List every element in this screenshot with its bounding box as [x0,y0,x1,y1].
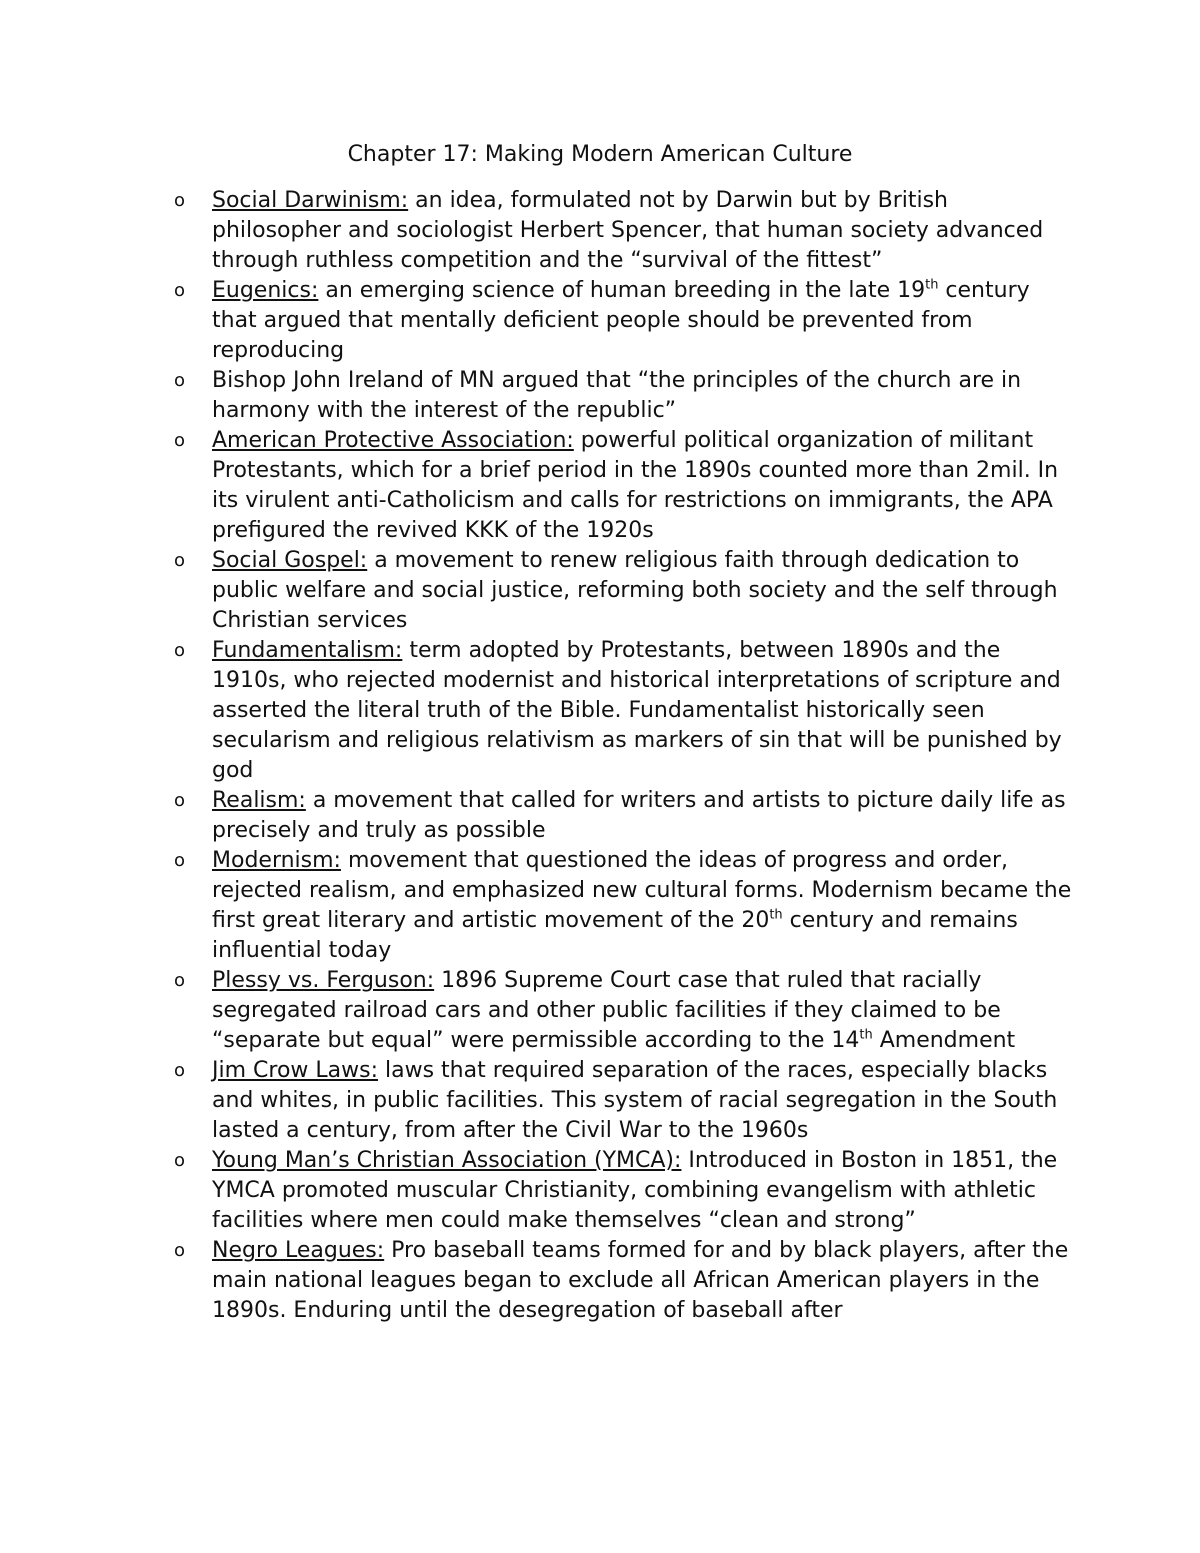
bullet-icon: o [174,850,186,871]
bullet-icon: o [174,1240,186,1261]
bullet-icon: o [174,640,186,661]
superscript: th [859,1027,873,1043]
term-definition: a movement that called for writers and artists to picture daily life as precisely and truly as possible [212,788,1066,843]
bullet-icon: o [174,370,186,391]
list-item [174,546,1074,636]
list-item [174,636,1074,786]
term-label: Realism: [212,788,306,813]
term-label: Modernism: [212,848,341,873]
list-item [174,1056,1074,1146]
list-item [174,1146,1074,1236]
term-label: Eugenics: [212,278,319,303]
bullet-icon: o [174,790,186,811]
list-item [174,966,1074,1056]
bullet-icon: o [174,430,186,451]
term-definition: powerful political organization of militant Protestants, which for a brief period in the 1890s counted more than 2mil. In its virulent anti-Catholicism and calls for restrictions on immigrants, the APA prefigured the revived KKK of the 1920s [212,428,1059,543]
bullet-icon: o [174,280,186,301]
term-label: Negro Leagues: [212,1238,385,1263]
term-definition: movement that questioned the ideas of progress and order, rejected realism, and emphasized new cultural forms. Modernism became the first great literary and artistic movement of the 20 [212,848,1072,933]
term-label: Plessy vs. Ferguson: [212,968,435,993]
term-definition: 1896 Supreme Court case that ruled that racially segregated railroad cars and other public facilities if they claimed to be “separate but equal” were permissible according to the 14 [212,968,1001,1053]
term-label: American Protective Association: [212,428,574,453]
bullet-icon: o [174,970,186,991]
term-label: Young Man’s Christian Association (YMCA): [212,1148,682,1173]
list-item [174,786,1074,846]
term-definition-cont: Amendment [872,1028,1016,1053]
term-definition: Introduced in Boston in 1851, the YMCA promoted muscular Christianity, combining evangelism with athletic facilities where men could make themselves “clean and strong” [212,1148,1058,1233]
term-list [174,186,1074,1326]
list-item [174,366,1074,426]
term-definition-cont: century that argued that mentally deficient people should be prevented from reproducing [212,278,1030,363]
term-definition-cont: century and remains influential today [212,908,1018,963]
term-definition: an emerging science of human breeding in the late 19 [318,278,926,303]
term-definition: Pro baseball teams formed for and by black players, after the main national leagues began to exclude all African American players in the 1890s. Enduring until the desegregation of baseball after [212,1238,1069,1323]
term-definition: laws that required separation of the races, especially blacks and whites, in public facilities. This system of racial segregation in the South lasted a century, from after the Civil War to the 1960s [212,1058,1058,1143]
term-label: Fundamentalism: [212,638,403,663]
item-text: Bishop John Ireland of MN argued that “the principles of the church are in harmony with the interest of the republic” [212,368,1022,423]
term-definition: term adopted by Protestants, between 1890s and the 1910s, who rejected modernist and historical interpretations of scripture and asserted the literal truth of the Bible. Fundamentalist historically seen secularism and religious relativism as markers of sin that will be punished by god [212,638,1062,783]
list-item [174,426,1074,546]
superscript: th [925,277,939,293]
bullet-icon: o [174,550,186,571]
bullet-icon: o [174,190,186,211]
term-definition: an idea, formulated not by Darwin but by British philosopher and sociologist Herbert Spencer, that human society advanced through ruthless competition and the “survival of the fittest” [212,188,1044,273]
list-item [174,1236,1074,1326]
list-item [174,186,1074,276]
list-item [174,276,1074,366]
term-definition: a movement to renew religious faith through dedication to public welfare and social justice, reforming both society and the self through Christian services [212,548,1058,633]
term-label: Social Gospel: [212,548,368,573]
list-item [174,846,1074,966]
bullet-icon: o [174,1060,186,1081]
term-label: Social Darwinism: [212,188,409,213]
superscript: th [769,907,783,923]
term-label: Jim Crow Laws: [212,1058,378,1083]
bullet-icon: o [174,1150,186,1171]
page-title: Chapter 17: Making Modern American Culture [347,142,853,167]
